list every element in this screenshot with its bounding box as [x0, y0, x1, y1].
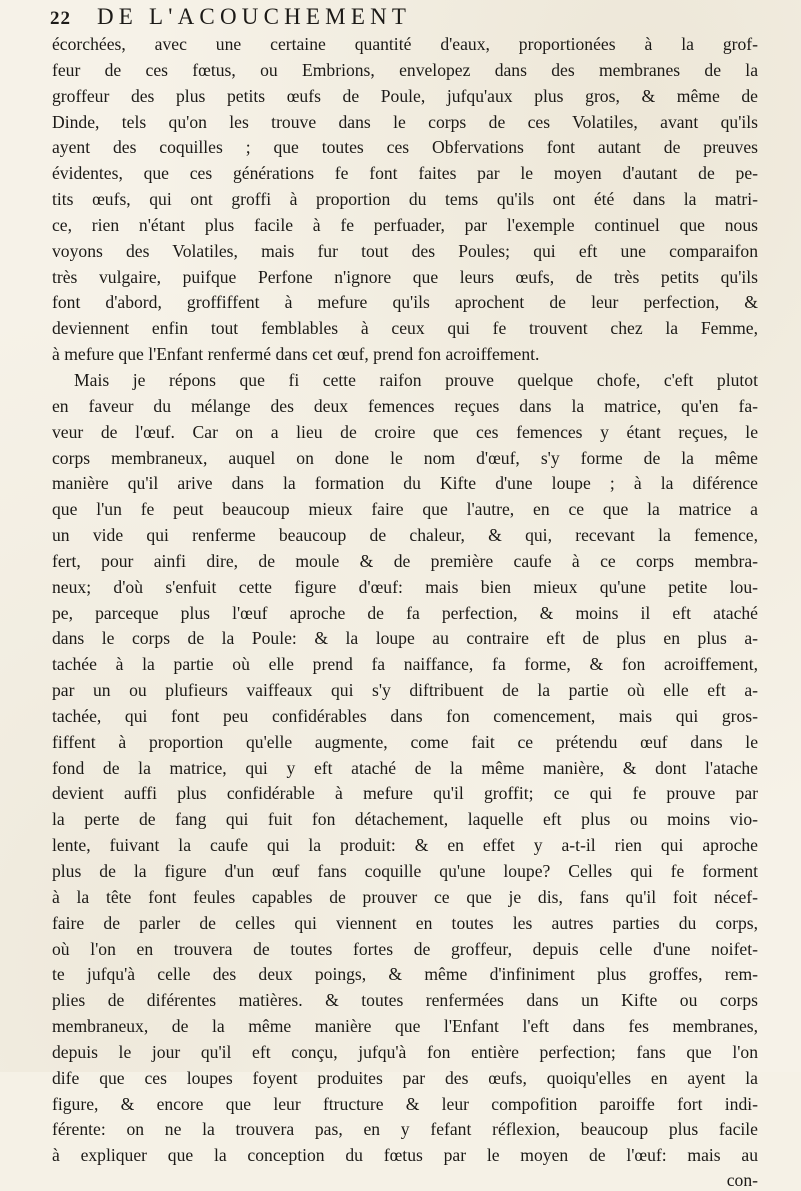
body-text: [52, 32, 758, 1191]
text-line: où l'on en trouvera de toutes fortes de groffeur, depuis celle d'une noifet-: [52, 938, 758, 959]
text-line: tachée, qui font peu confidérables dans fon comencement, mais qui gros-: [52, 705, 758, 726]
text-line: Dinde, tels qu'on les trouve dans le corps de ces Volatiles, avant qu'ils: [52, 111, 758, 132]
text-line: lente, fuivant la caufe qui la produit: & en effet y a-t-il rien qui aproche: [52, 835, 758, 856]
text-line: font d'abord, groffiffent à mefure qu'ils aprochent de leur perfection, &: [52, 292, 758, 313]
text-line: tachée à la partie où elle prend fa naiffance, fa forme, & fon acroiffement,: [52, 654, 758, 675]
text-line: Mais je répons que fi cette raifon prouve quelque chofe, c'eft plutot: [74, 369, 758, 390]
text-line: fert, pour ainfi dire, de moule & de première caufe à ce corps membra-: [52, 550, 758, 571]
text-line: voyons des Volatiles, mais fur tout des Poules; qui eft une comparaifon: [52, 240, 758, 261]
text-line: groffeur des plus petits œufs de Poule, jufqu'aux plus gros, & même de: [52, 85, 758, 106]
text-line: feur de ces fœtus, ou Embrions, envelopez dans des membranes de la: [52, 59, 758, 80]
text-line: figure, & encore que leur ftructure & leur compofition paroiffe fort indi-: [52, 1093, 758, 1114]
text-line: très vulgaire, puifque Perfone n'ignore que leurs œufs, de très petits qu'ils: [52, 266, 758, 287]
text-line: neux; d'où s'enfuit cette figure d'œuf: mais bien mieux qu'une petite lou-: [52, 576, 758, 597]
text-line: fiffent à proportion qu'elle augmente, come fait ce prétendu œuf dans le: [52, 731, 758, 752]
text-line: ayent des coquilles ; que toutes ces Obfervations font autant de preuves: [52, 137, 758, 158]
text-line: dife que ces loupes foyent produites par des œufs, quoiqu'elles en ayent la: [52, 1067, 758, 1088]
text-line: à la tête font feules capables de prouver ce que je dis, fans qu'il foit nécef-: [52, 886, 758, 907]
text-line: par un ou plufieurs vaiffeaux qui s'y diftribuent de la partie où elle eft a-: [52, 680, 758, 701]
text-line: depuis le jour qu'il eft conçu, jufqu'à fon entière perfection; fans que l'on: [52, 1041, 758, 1062]
text-line: évidentes, que ces générations fe font faites par le moyen d'autant de pe-: [52, 163, 758, 184]
text-line: ce, rien n'étant plus facile à fe perfuader, par l'exemple continuel que nous: [52, 214, 758, 235]
text-line: tits œufs, qui ont groffi à proportion du tems qu'ils ont été dans la matri-: [52, 189, 758, 210]
text-line: pe, parceque plus l'œuf aproche de fa perfection, & moins il eft ataché: [52, 602, 758, 623]
text-line: dans le corps de la Poule: & la loupe au contraire eft de plus en plus a-: [52, 628, 758, 649]
text-line: la perte de fang qui fuit fon détachement, laquelle eft plus ou moins vio-: [52, 809, 758, 830]
text-line: à expliquer que la conception du fœtus par le moyen de l'œuf: mais au: [52, 1145, 758, 1166]
text-line: veur de l'œuf. Car on a lieu de croire que ces femences y étant reçues, le: [52, 421, 758, 442]
text-line: membraneux, de la même manière que l'Enfant l'eft dans fes membranes,: [52, 1016, 758, 1037]
text-line: en faveur du mélange des deux femences reçues dans la matrice, qu'en fa-: [52, 395, 758, 416]
running-title: DE L'ACOUCHEMENT: [97, 4, 412, 29]
text-line: plus de la figure d'un œuf fans coquille qu'une loupe? Celles qui fe forment: [52, 861, 758, 881]
text-line: faire de parler de celles qui viennent en toutes les autres parties du corps,: [52, 912, 758, 933]
text-line: à mefure que l'Enfant renfermé dans cet œuf, prend fon acroiffement.: [52, 344, 540, 365]
page-number: 22: [50, 8, 71, 29]
text-line: te jufqu'à celle des deux poings, & même d'infiniment plus groffes, rem-: [52, 964, 758, 985]
text-line: manière qu'il arive dans la formation du Kifte d'une loupe ; à la diférence: [52, 473, 758, 494]
text-line: écorchées, avec une certaine quantité d'eaux, proportionées à la grof-: [52, 34, 758, 54]
text-line: un vide qui renferme beaucoup de chaleur, & qui, recevant la femence,: [52, 525, 758, 546]
text-line: plies de diférentes matières. & toutes renfermées dans un Kifte ou corps: [52, 990, 758, 1011]
text-line: deviennent enfin tout femblables à ceux qui fe trouvent chez la Femme,: [52, 318, 758, 339]
text-line: devient auffi plus confidérable à mefure qu'il groffit; ce qui fe prouve par: [52, 783, 758, 804]
text-line: que l'un fe peut beaucoup mieux faire que l'autre, en ce que la matrice a: [52, 499, 758, 520]
text-line: corps membraneux, auquel on done le nom d'œuf, s'y forme de la même: [52, 447, 758, 468]
catchword: con-: [726, 1170, 758, 1191]
text-line: férente: on ne la trouvera pas, en y fefant réflexion, beaucoup plus facile: [52, 1119, 758, 1140]
text-line: fond de la matrice, qui y eft ataché de la même manière, & dont l'atache: [52, 757, 758, 778]
page-header: [50, 4, 750, 34]
